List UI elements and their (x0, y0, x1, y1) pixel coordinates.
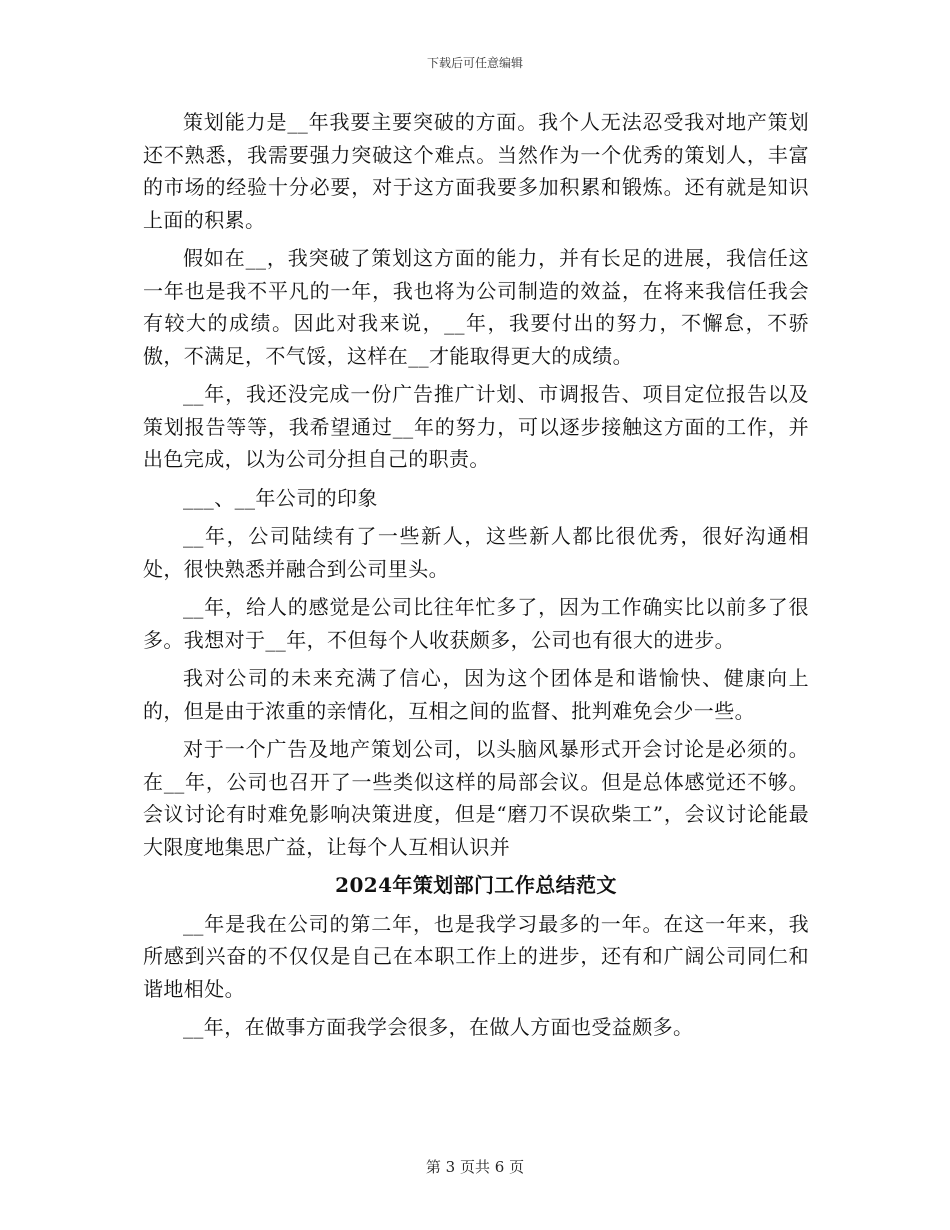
paragraph: 策划能力是__年我要主要突破的方面。我个人无法忍受我对地产策划还不熟悉，我需要强力突破这个难点。当然作为一个优秀的策划人，丰富的市场的经验十分必要，对于这方面我要多加积累和锻炼。还有就是知识上面的积累。 (143, 110, 809, 232)
page-number: 第 3 页共 6 页 (425, 1158, 525, 1176)
paragraph: 对于一个广告及地产策划公司，以头脑风暴形式开会讨论是必须的。在__年，公司也召开了一些类似这样的局部会议。但是总体感觉还不够。会议讨论有时难免影响决策进度，但是“磨刀不误砍柴工”，会议讨论能最大限度地集思广益，让每个人互相认识并 (143, 737, 809, 859)
paragraph: __年是我在公司的第二年，也是我学习最多的一年。在这一年来，我所感到兴奋的不仅仅是自己在本职工作上的进步，还有和广阔公司同仁和谐地相处。 (143, 911, 809, 1001)
paragraph: 我对公司的未来充满了信心，因为这个团体是和谐愉快、健康向上的，但是由于浓重的亲情化，互相之间的监督、批判难免会少一些。 (143, 666, 809, 723)
document-body (143, 106, 809, 1050)
paragraph: __年，我还没完成一份广告推广计划、市调报告、项目定位报告以及策划报告等等，我希望通过__年的努力，可以逐步接触这方面的工作，并出色完成，以为公司分担自己的职责。 (143, 382, 809, 471)
section-heading: ___、__年公司的印象 (183, 485, 378, 510)
paragraph: __年，给人的感觉是公司比往年忙多了，因为工作确实比以前多了很多。我想对于__年，不但每个人收获颇多，公司也有很大的进步。 (143, 595, 809, 652)
page-header: 下载后可任意编辑 (426, 56, 523, 70)
paragraph: __年，公司陆续有了一些新人，这些新人都比很优秀，很好沟通相处，很快熟悉并融合到公司里头。 (143, 524, 809, 581)
paragraph: __年，在做事方面我学会很多，在做人方面也受益颇多。 (183, 1015, 694, 1039)
paragraph: 假如在__，我突破了策划这方面的能力，并有长足的进展，我信任这一年也是我不平凡的一年，我也将为公司制造的效益，在将来我信任我会有较大的成绩。因此对我来说，__年，我要付出的努力，不懈怠，不骄傲，不满足，不气馁，这样在__才能取得更大的成绩。 (143, 246, 809, 368)
document-title: 2024年策划部门工作总结范文 (335, 873, 617, 897)
